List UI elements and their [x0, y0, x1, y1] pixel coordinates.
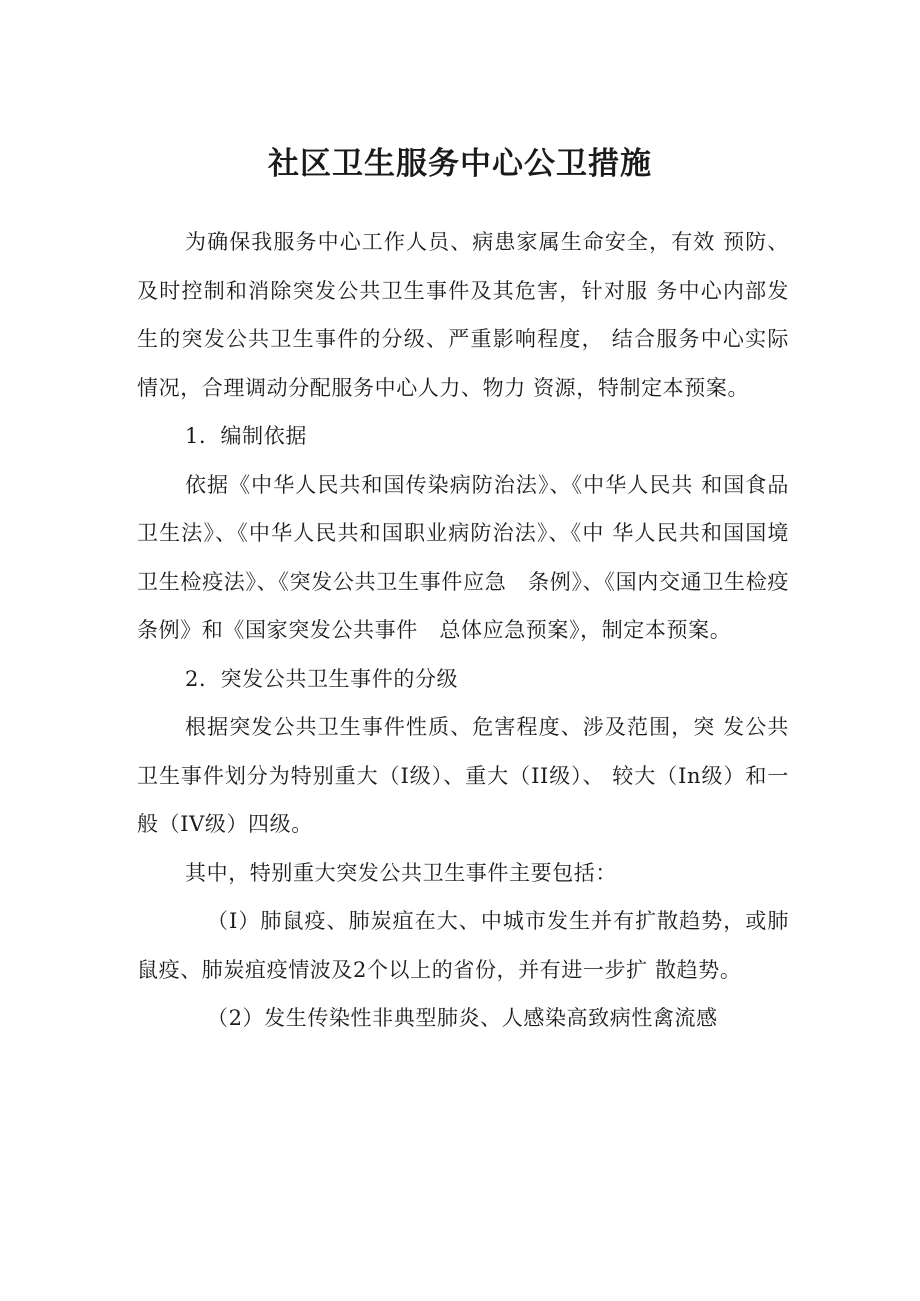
intro-paragraph: 为确保我服务中心工作人员、病患家属生命安全，有效 预防、及时控制和消除突发公共卫生事件及其危害，针对服 务中心内部发生的突发公共卫生事件的分级、严重影响程度， 结合服务中心实际情况，合理调动分配服务中心人力、物力 资源，特制定本预案。 [137, 230, 789, 400]
section-2-paragraph: 根据突发公共卫生事件性质、危害程度、涉及范围，突 发公共卫生事件划分为特别重大（I级）、重大（II级）、 较大（In级）和一般（IV级）四级。 [137, 715, 789, 836]
major-event-item-2: （2）发生传染性非典型肺炎、人感染高致病性禽流感 [207, 1006, 718, 1030]
document-title: 社区卫生服务中心公卫措施 [268, 146, 652, 182]
major-events-intro: 其中，特别重大突发公共卫生事件主要包括： [185, 860, 617, 885]
document-body [137, 218, 789, 1043]
major-event-item-1: （I）肺鼠疫、肺炭疽在大、中城市发生并有扩散趋势，或肺鼠疫、肺炭疽疫情波及2个以上的省份，并有进一步扩 散趋势。 [137, 909, 789, 982]
section-1-heading: 1．编制依据 [185, 424, 307, 448]
section-1-paragraph: 依据《中华人民共和国传染病防治法》、《中华人民共 和国食品卫生法》、《中华人民共和国职业病防治法》、《中 华人民共和国国境卫生检疫法》、《突发公共卫生事件应急 条例》、《国内交通卫生检疫条例》和《国家突发公共事件 总体应急预案》，制定本预案。 [137, 472, 789, 642]
section-2-heading: 2．突发公共卫生事件的分级 [185, 666, 459, 691]
